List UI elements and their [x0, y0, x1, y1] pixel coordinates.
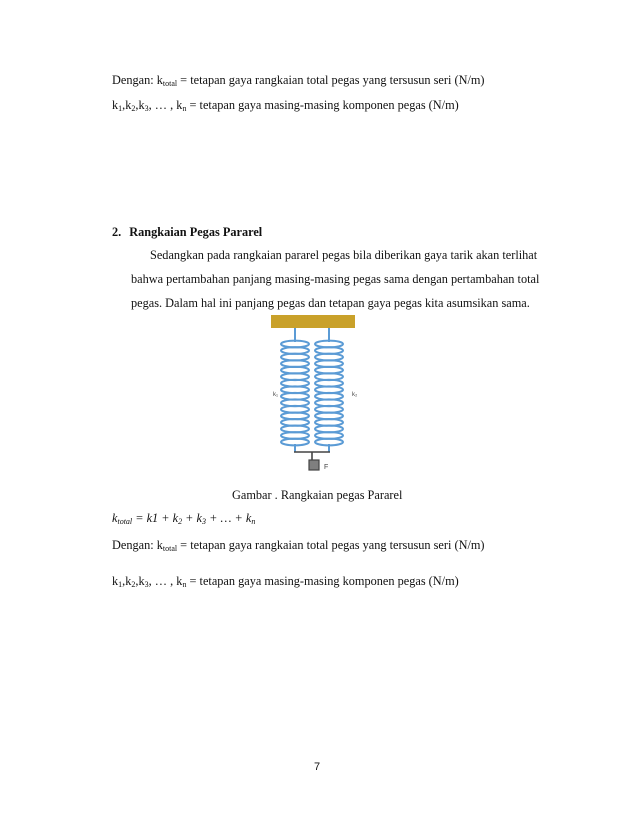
paragraph-line-1: Sedangkan pada rangkaian pararel pegas bila diberikan gaya tarik akan terlihat	[150, 248, 538, 262]
subscript-n: n	[182, 104, 187, 113]
ellipsis: , … , k	[148, 98, 183, 112]
definition-k-components-top	[112, 99, 459, 113]
definition-k-total-bottom	[112, 539, 485, 553]
paragraph-line-3: pegas. Dalam hal ini panjang pegas dan tetapan gaya pegas kita asumsikan sama.	[131, 296, 530, 310]
separator: ,k	[122, 98, 132, 112]
definition-lead: Dengan: k	[112, 538, 163, 552]
ellipsis: , … , k	[148, 574, 183, 588]
subscript-total: total	[117, 517, 133, 526]
separator: ,k	[122, 574, 132, 588]
definition-text: = tetapan gaya masing-masing komponen pegas (N/m)	[186, 98, 459, 112]
page-number: 7	[314, 761, 321, 773]
load-block	[309, 460, 319, 470]
subscript-3: 3	[202, 517, 207, 526]
symbol-k: k	[112, 511, 118, 525]
definition-text: = tetapan gaya rangkaian total pegas yang tersusun seri (N/m)	[177, 538, 485, 552]
subscript-1: 1	[118, 580, 123, 589]
formula-part: + k	[182, 511, 203, 525]
parallel-spring-figure	[268, 312, 368, 480]
formula-k-total	[112, 512, 255, 526]
formula-part: + … + k	[206, 511, 252, 525]
definition-lead: Dengan: k	[112, 73, 163, 87]
subscript-1: 1	[118, 104, 123, 113]
ceiling-support	[271, 315, 355, 328]
spring-1	[281, 341, 309, 446]
paragraph-line-2: bahwa pertambahan panjang masing-masing pegas sama dengan pertambahan total	[131, 272, 540, 286]
subscript-n: n	[251, 517, 256, 526]
definition-text: = tetapan gaya masing-masing komponen pegas (N/m)	[186, 574, 459, 588]
subscript-3: 3	[144, 104, 149, 113]
subscript-2: 2	[131, 104, 136, 113]
spring-2	[315, 341, 343, 446]
subscript-n: n	[182, 580, 187, 589]
subscript-2: 2	[131, 580, 136, 589]
section-heading	[112, 226, 262, 238]
separator: ,k	[135, 574, 145, 588]
separator: ,k	[135, 98, 145, 112]
subscript-total: total	[162, 79, 178, 88]
symbol-k: k	[112, 98, 119, 112]
subscript-2: 2	[178, 517, 183, 526]
definition-k-components-bottom	[112, 575, 459, 589]
label-k1: k₁	[273, 392, 279, 398]
section-number: 2.	[112, 225, 122, 239]
subscript-3: 3	[144, 580, 149, 589]
definition-k-total-top	[112, 74, 485, 88]
figure-caption: Gambar . Rangkaian pegas Pararel	[232, 488, 403, 502]
definition-text: = tetapan gaya rangkaian total pegas yang tersusun seri (N/m)	[177, 73, 485, 87]
section-title: Rangkaian Pegas Pararel	[129, 225, 263, 239]
label-force: F	[324, 464, 329, 471]
symbol-k: k	[112, 574, 119, 588]
formula-part: = k1 + k	[132, 511, 179, 525]
subscript-total: total	[162, 544, 178, 553]
label-k2: k₂	[352, 392, 358, 398]
